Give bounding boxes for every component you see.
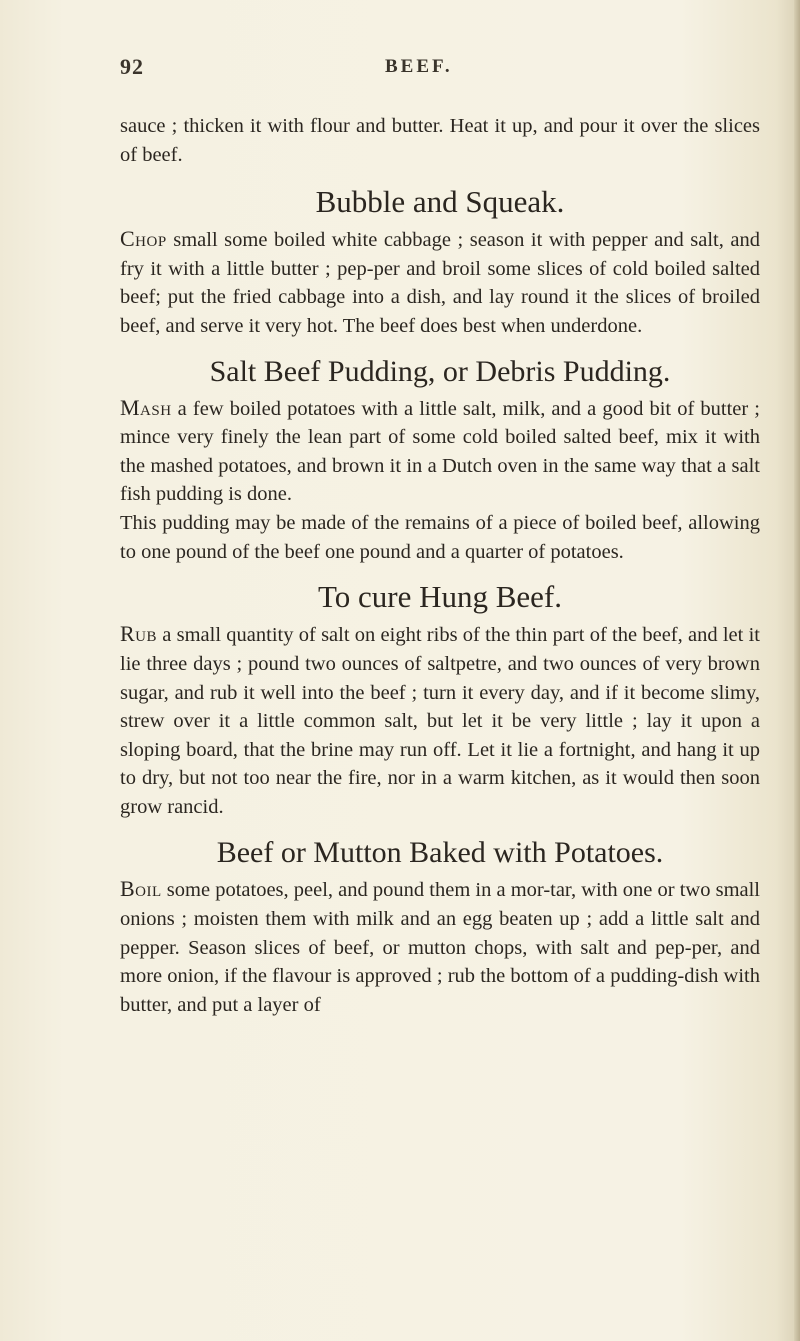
paragraph-text: some potatoes, peel, and pound them in a mor-tar, with one or two small onions ; moisten them with milk and an egg beaten up ; add a little salt and pepper. Season slices of beef, or mutton chops, with salt and pep-per, and more onion, if the flavour is approved ; rub the bottom of a pudding-dish with butter, and put a layer of	[120, 879, 760, 1016]
page-content	[120, 112, 760, 1019]
section-heading-hung-beef: To cure Hung Beef.	[317, 579, 563, 615]
paragraph-bubble-and-squeak	[120, 225, 760, 340]
page-number: 92	[120, 54, 144, 79]
paragraph-initial: Rub	[120, 621, 158, 647]
paragraph-text: small some boiled white cabbage ; season it with pepper and salt, and fry it with a little butter ; pep-per and broil some slices of cold boiled salted beef; put the fried cabbage into a dish, and lay round it the slices of broiled beef, and serve it very hot. The beef does best when underdone.	[120, 229, 760, 338]
paragraph-initial: Chop	[120, 226, 167, 252]
paragraph-initial: Mash	[120, 394, 172, 420]
paragraph-text: a few boiled potatoes with a little salt, milk, and a good bit of butter ; mince very finely the lean part of some cold boiled salted beef, mix it with the mashed potatoes, and brown it in a Dutch oven in the same way that a salt fish pudding is done.	[120, 397, 760, 506]
paragraph-salt-beef-pudding-2: This pudding may be made of the remains of a piece of boiled beef, allowing to one pound of the beef one pound and a quarter of potatoes.	[120, 512, 760, 563]
intro-paragraph: sauce ; thicken it with flour and butter. Heat it up, and pour it over the slices of beef.	[120, 115, 760, 166]
running-title: BEEF.	[385, 56, 453, 77]
paragraph-beef-or-mutton-baked	[120, 875, 760, 1019]
paragraph-hung-beef	[120, 620, 760, 821]
running-head	[120, 54, 760, 84]
paragraph-text: a small quantity of salt on eight ribs of the thin part of the beef, and let it lie three days ; pound two ounces of saltpetre, and two ounces of very brown sugar, and rub it well into the beef ; turn it every day, and if it become slimy, strew over it a little common salt, but let it be very little ; lay it upon a sloping board, that the brine may run off. Let it lie a fortnight, and hang it up to dry, but not too near the fire, nor in a warm kitchen, as it would then soon grow rancid.	[120, 624, 760, 818]
section-heading-bubble-and-squeak: Bubble and Squeak.	[315, 184, 565, 220]
section-heading-salt-beef-pudding: Salt Beef Pudding, or Debris Pudding.	[209, 354, 671, 388]
paragraph-initial: Boil	[120, 876, 162, 902]
paragraph-salt-beef-pudding-1	[120, 394, 760, 509]
page-edge	[794, 0, 800, 1341]
section-heading-beef-or-mutton-baked: Beef or Mutton Baked with Potatoes.	[216, 836, 664, 870]
